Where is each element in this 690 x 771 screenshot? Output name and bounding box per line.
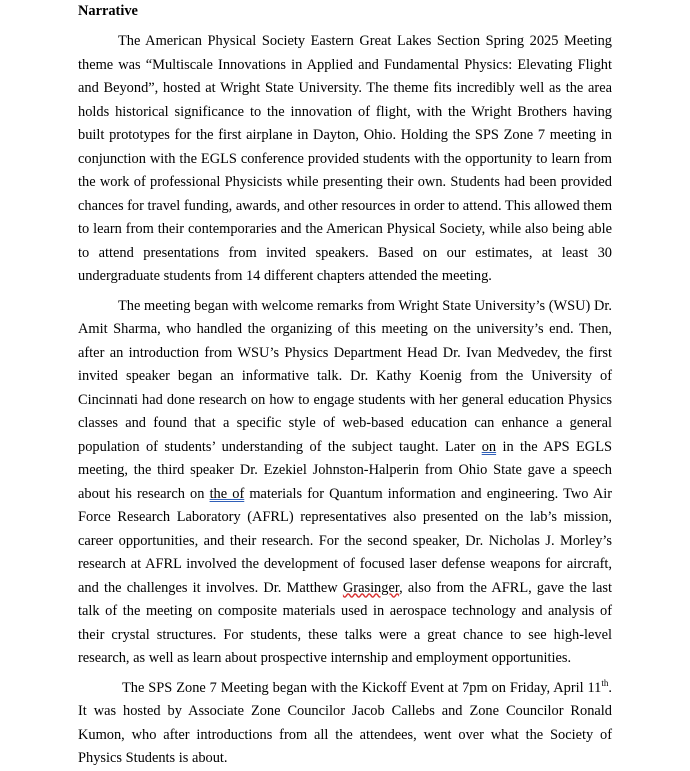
paragraph-3-text: The SPS Zone 7 Meeting began with the Kickoff Event at 7pm on Friday, April 11 (122, 679, 602, 696)
paragraph-2-text: in the APS EGLS meeting, the third speaker Dr. Ezekiel Johnston-Halperin from Ohio State gave a speech about his research on (78, 438, 612, 502)
document-page (78, 0, 612, 771)
paragraph-2-text: materials for Quantum information and engineering. Two Air Force Research Laboratory (AFRL) representatives also presented on the lab’s mission, career opportunities, and their research. For the second speaker, Dr. Nicholas J. Morley’s research at AFRL involved the development of focused laser defense weapons for aircraft, and the challenges it involves. Dr. Matthew (78, 485, 612, 596)
paragraph-1[interactable]: The American Physical Society Eastern Great Lakes Section Spring 2025 Meeting theme was “Multiscale Innovations in Applied and Fundamental Physics: Elevating Flight and Beyond”, hosted at Wright State University. The theme fits incredibly well as the area holds historical significance to the innovation of flight, with the Wright Brothers having built prototypes for the first airplane in Dayton, Ohio. Holding the SPS Zone 7 meeting in conjunction with the EGLS conference provided students with the opportunity to learn from the work of professional Physicists while presenting their own. Students had been provided chances for travel funding, awards, and other resources in order to attend. This allowed them to learn from their contemporaries and the American Physical Society, while also being able to attend presentations from invited speakers. Based on our estimates, at least 30 undergraduate students from 14 different chapters attended the meeting. (78, 33, 613, 284)
grammar-flag-the-of[interactable]: the of (209, 485, 245, 502)
paragraph-2[interactable] (78, 295, 612, 671)
ordinal-superscript: th (601, 677, 609, 688)
paragraph-3[interactable] (78, 677, 612, 771)
spelling-flag-grasinger[interactable]: Grasinger (342, 579, 400, 596)
grammar-flag-on[interactable]: on (481, 438, 497, 455)
paragraph-2-text: The meeting began with welcome remarks from Wright State University’s (WSU) Dr. Amit Sharma, who handled the organizing of this meeting on the university’s end. Then, after an introduction from WSU’s Physics Department Head Dr. Ivan Medvedev, the first invited speaker began an informative talk. Dr. Kathy Koenig from the University of Cincinnati had done research on how to engage students with her general education Physics classes and found that a specific style of web-based education can enhance a general population of students’ understanding of the subject taught. Later (78, 297, 612, 455)
section-heading: Narrative (78, 3, 138, 19)
paragraph-3-text: . It was hosted by Associate Zone Councilor Jacob Callebs and Zone Councilor Ronald Kumon, who after introductions from all the attendees, went over what the Society of Physics Students is about. (78, 679, 612, 766)
paragraph-2-text: , also from the AFRL, gave the last talk of the meeting on composite materials used in aerospace technology and analysis of their crystal structures. For students, these talks were a great chance to see high-level research, as well as learn about prospective internship and employment opportunities. (78, 579, 612, 666)
